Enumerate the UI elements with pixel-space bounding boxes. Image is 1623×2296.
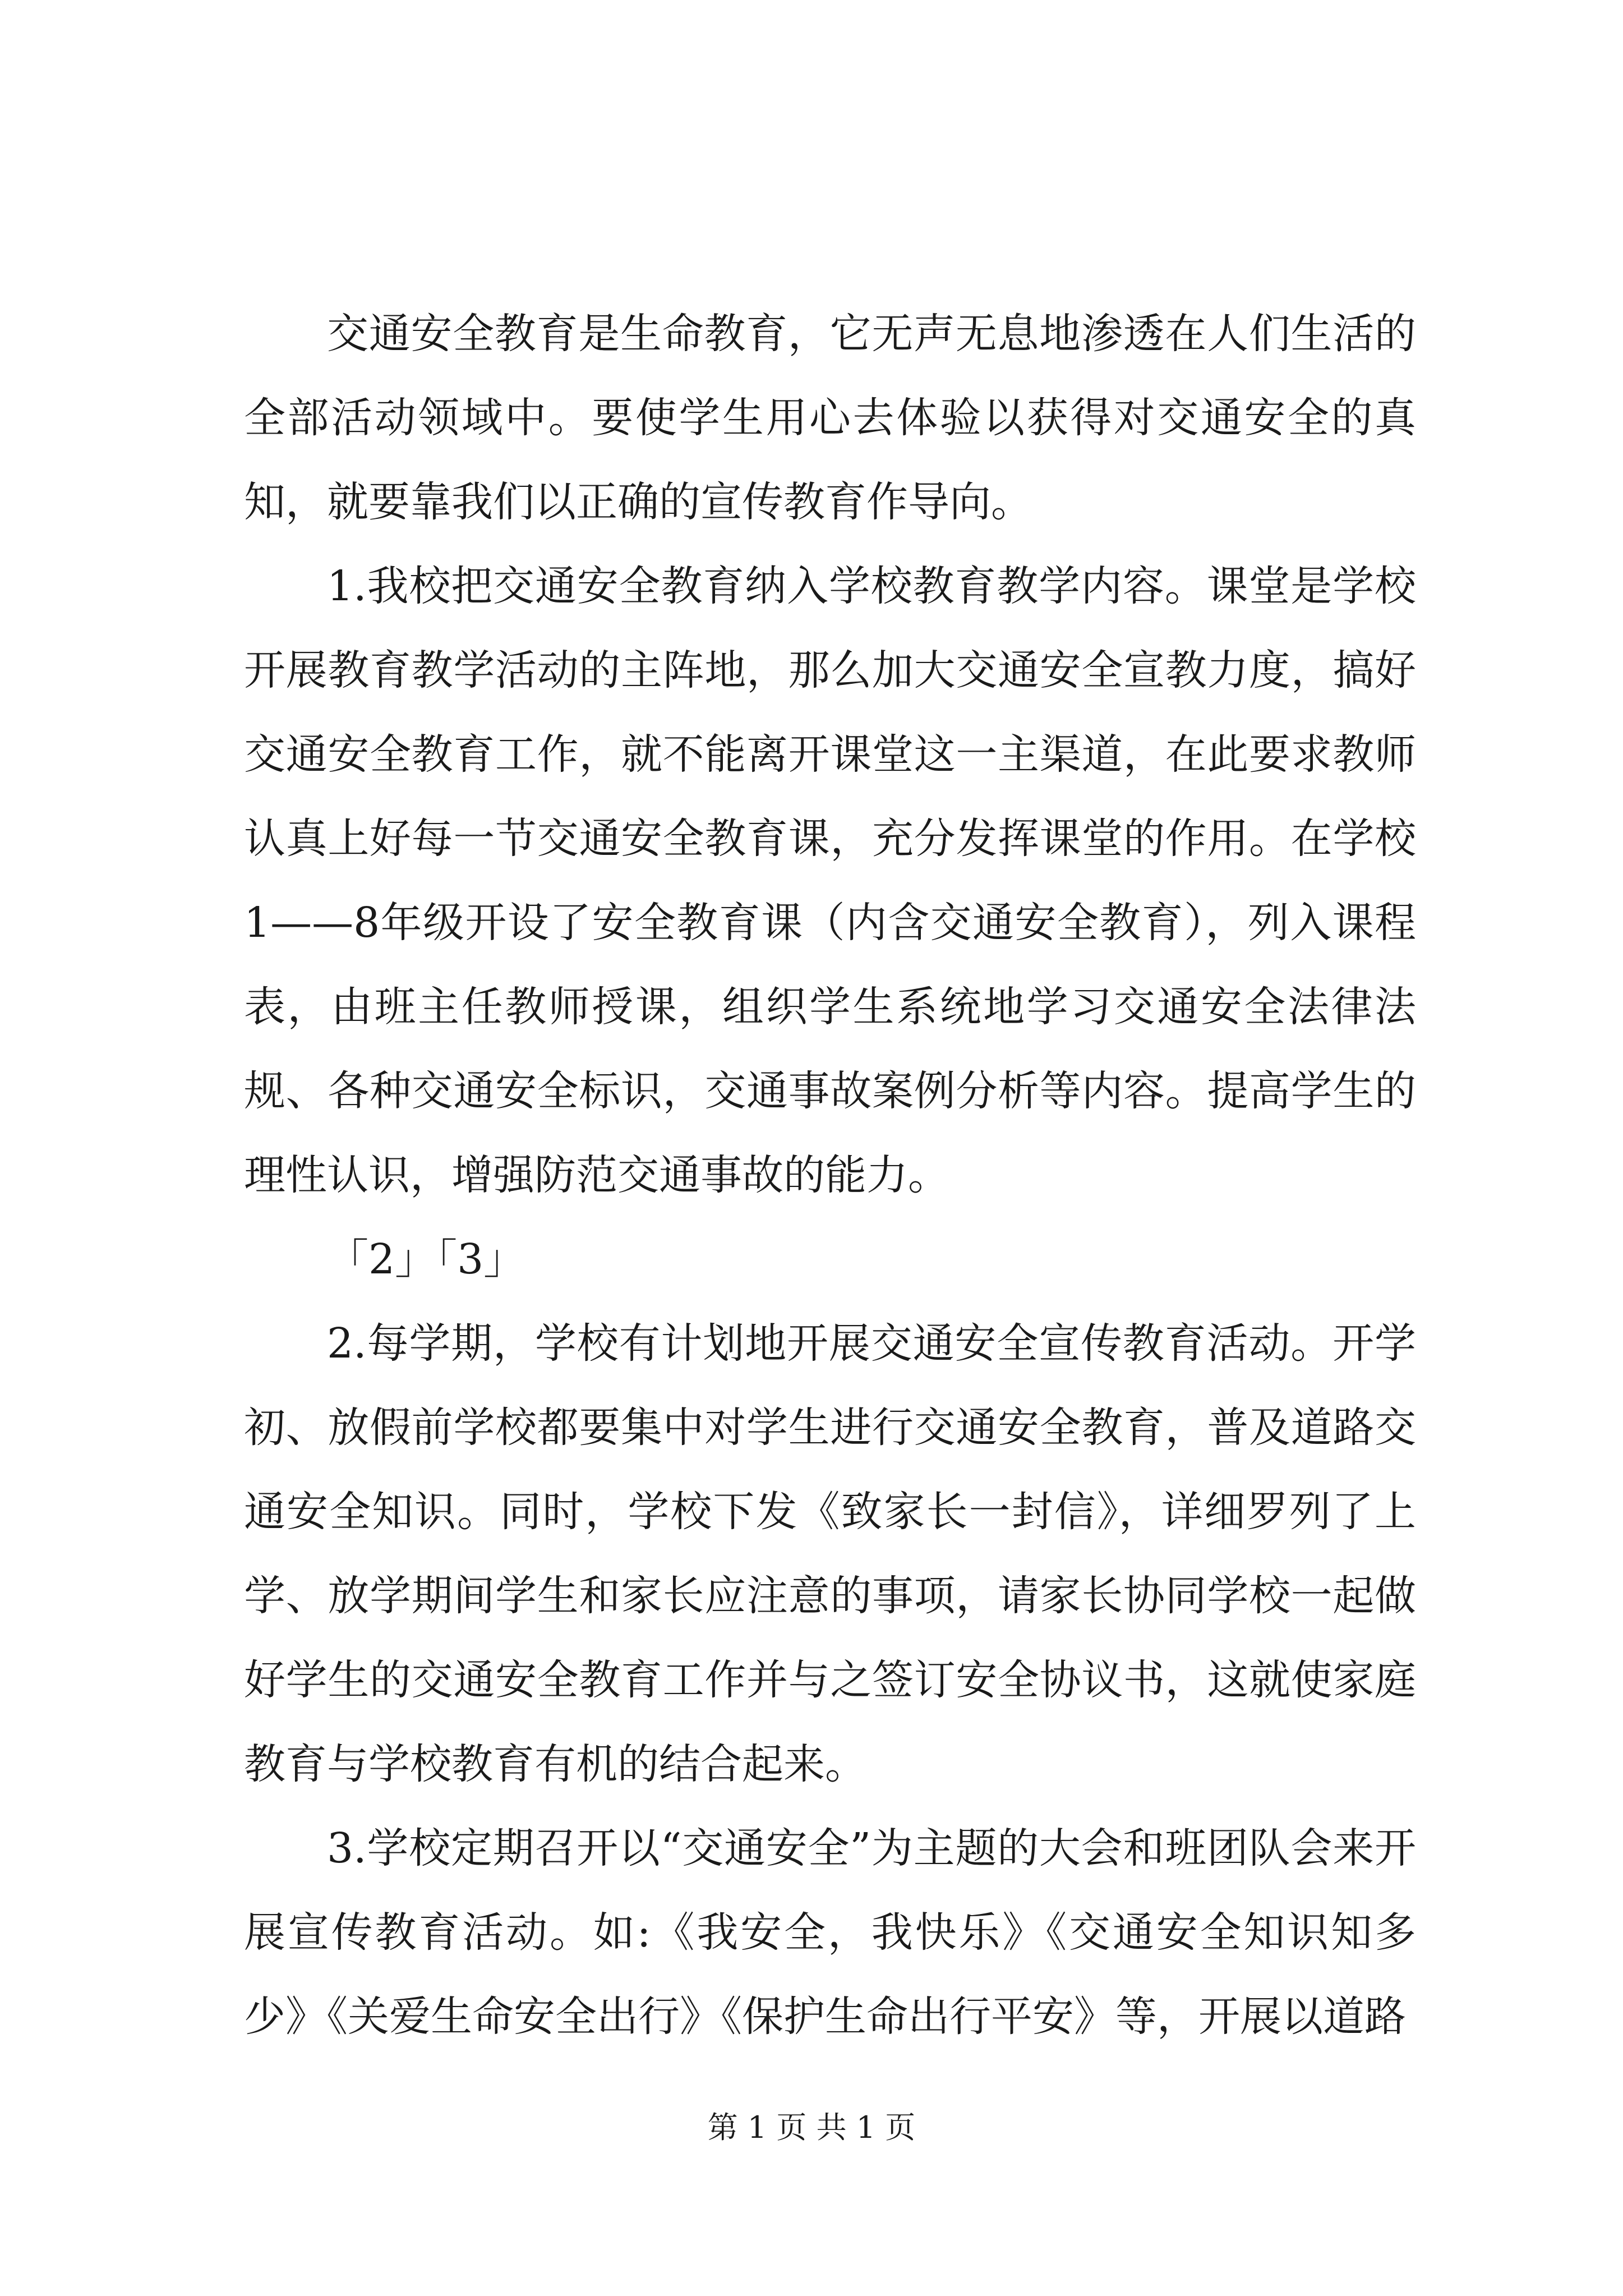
- paragraph-item-3: 3.学校定期召开以“交通安全”为主题的大会和班团队会来开展宣传教育活动。如:《我安全，我快乐》《交通安全知识知多少》《关爱生命安全出行》《保护生命出行平安》等，开展以道路: [244, 1824, 1416, 2041]
- paragraph-intro: 交通安全教育是生命教育，它无声无息地渗透在人们生活的全部活动领域中。要使学生用心去体验以获得对交通安全的真知，就要靠我们以正确的宣传教育作导向。: [244, 310, 1416, 526]
- document-body: [244, 292, 1416, 2059]
- paragraph-item-2: 2.每学期，学校有计划地开展交通安全宣传教育活动。开学初、放假前学校都要集中对学生进行交通安全教育，普及道路交通安全知识。同时，学校下发《致家长一封信》，详细罗列了上学、放学期间学生和家长应注意的事项，请家长协同学校一起做好学生的交通安全教育工作并与之签订安全协议书，这就使家庭教育与学校教育有机的结合起来。: [244, 1319, 1416, 1788]
- paragraph-reference-marks: 「2」「3」: [327, 1235, 525, 1283]
- paragraph-item-1: 1.我校把交通安全教育纳入学校教育教学内容。课堂是学校开展教育教学活动的主阵地，那么加大交通安全宣教力度，搞好交通安全教育工作，就不能离开课堂这一主渠道，在此要求教师认真上好每一节交通安全教育课，充分发挥课堂的作用。在学校1——8年级开设了安全教育课（内含交通安全教育），列入课程表，由班主任教师授课，组织学生系统地学习交通安全法律法规、各种交通安全标识，交通事故案例分析等内容。提高学生的理性认识，增强防范交通事故的能力。: [244, 562, 1416, 1199]
- page-number-footer: 第 1 页 共 1 页: [707, 2110, 916, 2145]
